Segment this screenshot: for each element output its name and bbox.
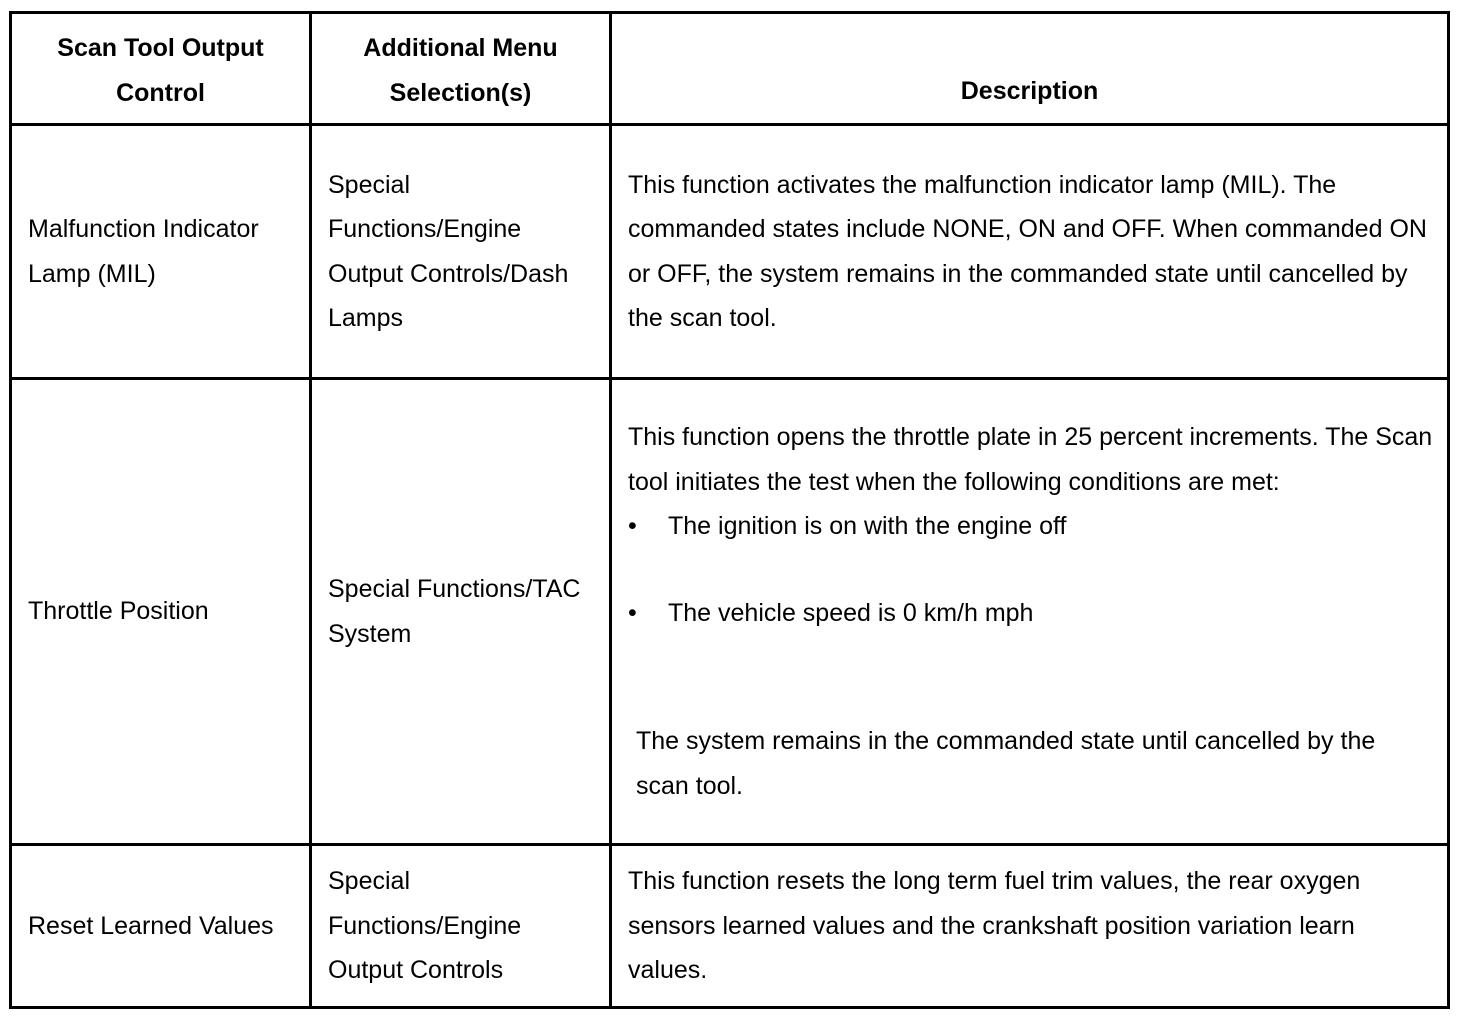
header-menu: Additional Menu Selection(s)	[311, 13, 611, 125]
bullet-item	[628, 504, 1433, 549]
spacer	[628, 549, 1433, 591]
cell-menu: Special Functions/TAC System	[311, 379, 611, 845]
spacer	[628, 635, 1433, 719]
cell-control: Throttle Position	[11, 379, 311, 845]
table-header-row	[11, 13, 1449, 125]
table-row-reset	[11, 845, 1449, 1008]
bullet-text: The ignition is on with the engine off	[668, 512, 1067, 540]
cell-description	[611, 379, 1449, 845]
bullet-text: The vehicle speed is 0 km/h mph	[668, 598, 1034, 627]
cell-menu: Special Functions/Engine Output Controls	[311, 845, 611, 1008]
bullet-icon: •	[628, 598, 637, 627]
table-row-throttle	[11, 379, 1449, 845]
header-control: Scan Tool Output Control	[11, 13, 311, 125]
cell-description: This function resets the long term fuel trim values, the rear oxygen sensors learned values and the crankshaft position variation learn values.	[611, 845, 1449, 1008]
cell-control: Reset Learned Values	[11, 845, 311, 1008]
table-row-mil	[11, 125, 1449, 379]
cell-description: This function activates the malfunction indicator lamp (MIL). The commanded states include NONE, ON and OFF. When commanded ON or OFF, the system remains in the commanded state until cancelled by the scan tool.	[611, 125, 1449, 379]
description-intro: This function opens the throttle plate in 25 percent increments. The Scan tool initiates the test when the following conditions are met:	[628, 423, 1433, 496]
cell-control: Malfunction Indicator Lamp (MIL)	[11, 125, 311, 379]
header-description: Description	[611, 13, 1449, 125]
bullet-item	[628, 591, 1433, 636]
cell-menu: Special Functions/Engine Output Controls/Dash Lamps	[311, 125, 611, 379]
output-control-table	[9, 11, 1450, 1009]
bullet-icon: •	[628, 512, 637, 540]
description-outro: The system remains in the commanded state until cancelled by the scan tool.	[636, 727, 1376, 800]
